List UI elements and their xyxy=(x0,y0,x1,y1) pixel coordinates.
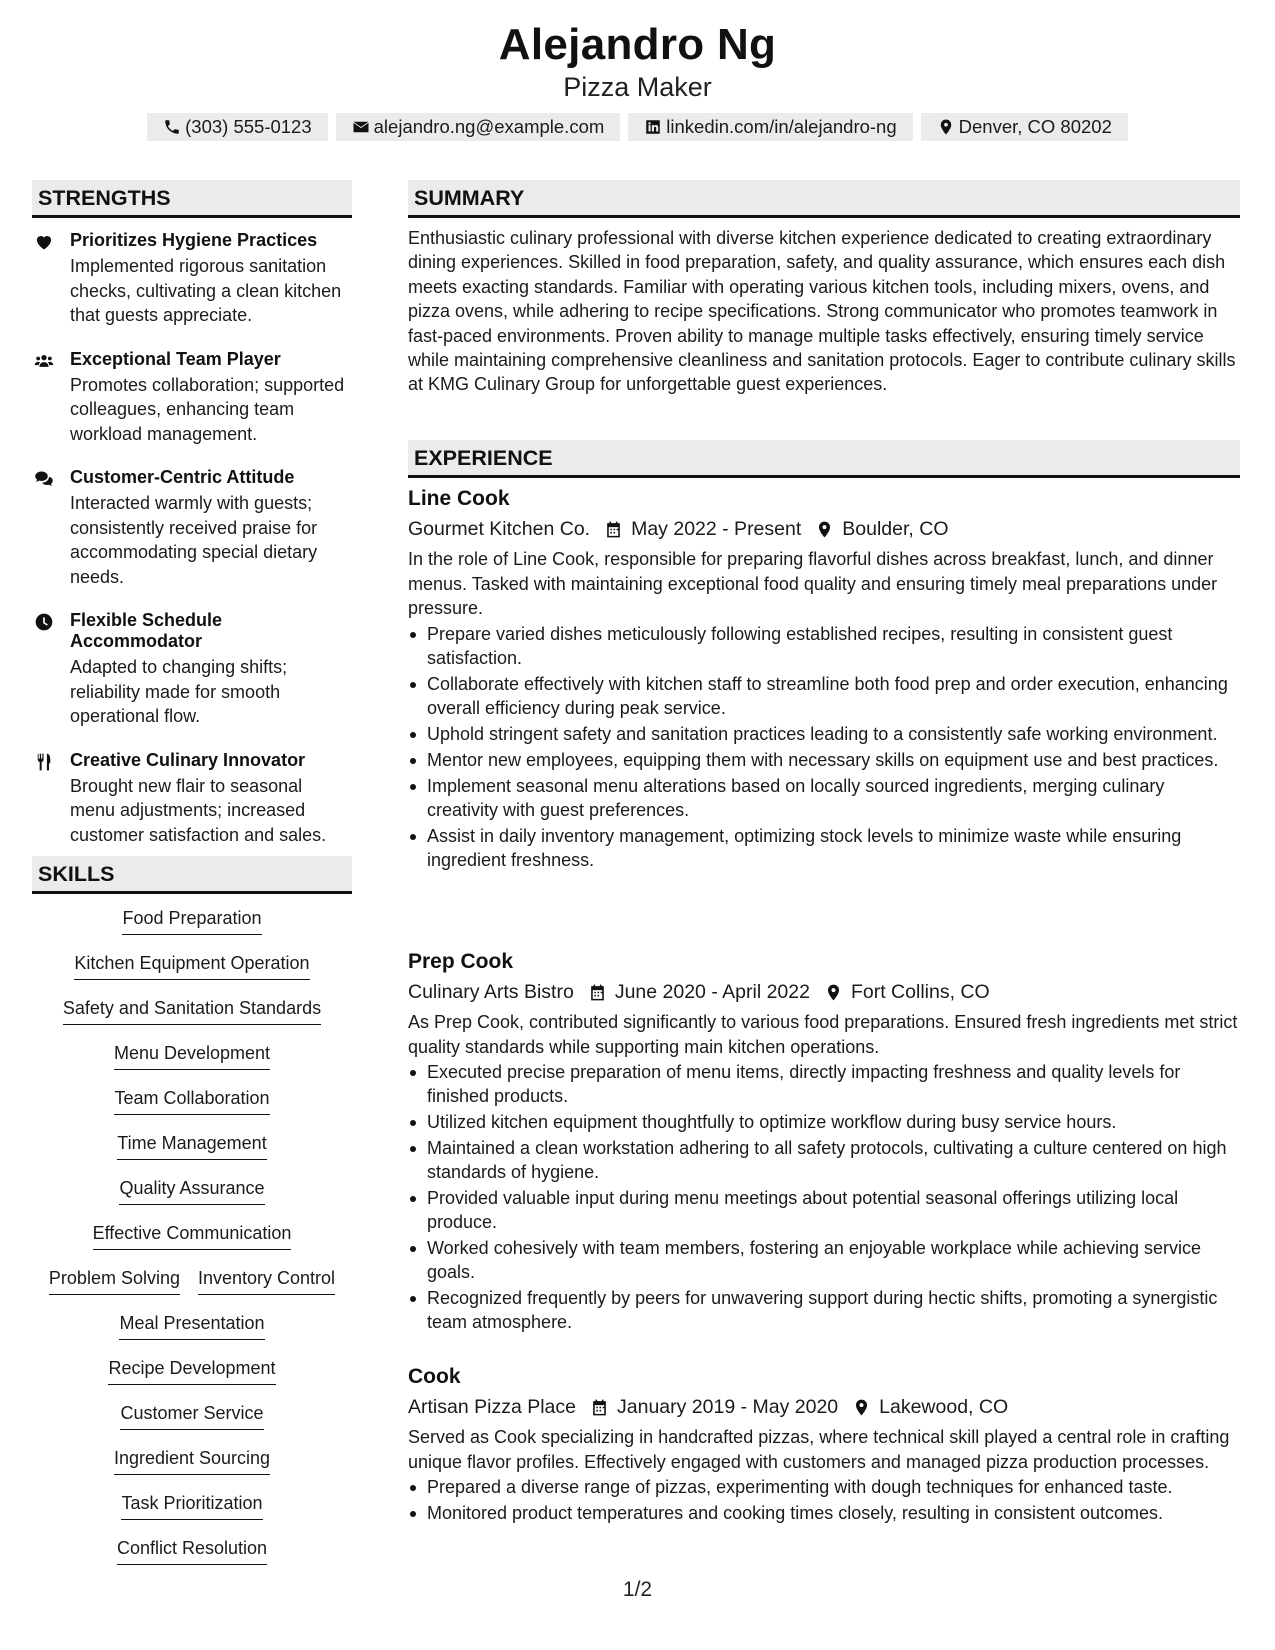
linkedin-icon xyxy=(644,118,662,136)
calendar-icon xyxy=(604,520,623,539)
calendar-icon xyxy=(588,983,607,1002)
contact-text: Denver, CO 80202 xyxy=(958,116,1112,137)
location-pin-icon xyxy=(815,520,834,539)
job-dates: June 2020 - April 2022 xyxy=(614,981,810,1003)
skill-tag: Team Collaboration xyxy=(114,1085,269,1115)
skill-tag: Quality Assurance xyxy=(119,1175,264,1205)
contact-phone[interactable] xyxy=(147,113,328,141)
users-icon xyxy=(34,351,54,371)
skill-tag: Meal Presentation xyxy=(119,1310,264,1340)
job-meta xyxy=(408,1393,1240,1421)
skill-tag: Conflict Resolution xyxy=(117,1535,267,1565)
job-description: As Prep Cook, contributed significantly to various food preparations. Ensured fresh ingredients met strict quality standards while supporting main kitchen operations. xyxy=(408,1012,1238,1057)
strength-desc: Brought new flair to seasonal menu adjustments; increased customer satisfaction and sales. xyxy=(70,775,327,845)
job-meta xyxy=(408,978,1240,1006)
skill-row xyxy=(32,1175,352,1220)
skill-row xyxy=(32,1535,352,1580)
job-title: Line Cook xyxy=(408,487,510,510)
skill-row xyxy=(32,1130,352,1175)
skill-tag: Customer Service xyxy=(120,1400,263,1430)
strength-title: Flexible Schedule Accommodator xyxy=(70,610,223,651)
job-bullets xyxy=(408,1060,1240,1334)
skill-tag: Menu Development xyxy=(114,1040,270,1070)
candidate-role: Pizza Maker xyxy=(563,72,712,102)
job-description: Served as Cook specializing in handcrafted pizzas, where technical skill played a central role in crafting unique flavor profiles. Effectively engaged with customers and managed pizza production processes. xyxy=(408,1427,1230,1472)
location-pin-icon xyxy=(937,118,955,136)
summary-heading: SUMMARY xyxy=(408,180,1240,218)
strength-title: Prioritizes Hygiene Practices xyxy=(70,230,318,250)
job-location: Fort Collins, CO xyxy=(850,981,990,1003)
skill-row xyxy=(32,1445,352,1490)
job-dates: January 2019 - May 2020 xyxy=(617,1396,839,1418)
skill-row xyxy=(32,1265,352,1310)
bullet-item: Utilized kitchen equipment thoughtfully to optimize workflow during busy service hours. xyxy=(408,1110,1240,1134)
skill-tag: Time Management xyxy=(117,1130,266,1160)
strength-desc: Adapted to changing shifts; reliability made for smooth operational flow. xyxy=(70,657,288,726)
contact-linkedin[interactable] xyxy=(628,113,912,141)
skill-tag: Inventory Control xyxy=(198,1265,335,1295)
strength-item xyxy=(32,230,352,328)
location-pin-icon xyxy=(852,1398,871,1417)
skill-tag: Task Prioritization xyxy=(121,1490,262,1520)
skill-row xyxy=(32,950,352,995)
strength-item xyxy=(32,467,352,589)
skill-tag: Effective Communication xyxy=(93,1220,292,1250)
strength-item xyxy=(32,610,352,729)
job-bullets xyxy=(408,1475,1240,1525)
strength-title: Exceptional Team Player xyxy=(70,348,281,369)
contact-text: alejandro.ng@example.com xyxy=(373,116,605,137)
bullet-item: Worked cohesively with team members, fostering an enjoyable workplace while achieving service goals. xyxy=(408,1236,1240,1284)
skills-list xyxy=(32,905,352,1580)
experience-heading: EXPERIENCE xyxy=(408,440,1240,478)
strength-item xyxy=(32,349,352,447)
job-entry xyxy=(408,949,1240,1336)
candidate-name: Alejandro Ng xyxy=(498,20,777,69)
job-company: Artisan Pizza Place xyxy=(408,1396,576,1418)
bullet-item: Provided valuable input during menu meetings about potential seasonal offerings utilizing local produce. xyxy=(408,1186,1240,1234)
comments-icon xyxy=(34,469,54,489)
bullet-item: Prepare varied dishes meticulously following established recipes, resulting in consistent guest satisfaction. xyxy=(408,622,1240,670)
bullet-item: Assist in daily inventory management, optimizing stock levels to minimize waste while ensuring ingredient freshness. xyxy=(408,824,1240,872)
bullet-item: Collaborate effectively with kitchen staff to streamline both food prep and order execution, enhancing overall efficiency during peak service. xyxy=(408,672,1240,720)
contact-bar xyxy=(0,113,1275,141)
strength-title: Creative Culinary Innovator xyxy=(70,749,306,770)
bullet-item: Executed precise preparation of menu items, directly impacting freshness and quality levels for finished products. xyxy=(408,1060,1240,1108)
bullet-item: Prepared a diverse range of pizzas, experimenting with dough techniques for enhanced taste. xyxy=(408,1475,1240,1499)
skill-tag: Problem Solving xyxy=(49,1265,180,1295)
skill-row xyxy=(32,1310,352,1355)
job-title: Prep Cook xyxy=(408,950,514,973)
job-location: Lakewood, CO xyxy=(879,1396,1009,1418)
page-number: 1/2 xyxy=(622,1578,653,1601)
job-company: Gourmet Kitchen Co. xyxy=(408,518,591,540)
job-entry xyxy=(408,1364,1240,1527)
contact-text: (303) 555-0123 xyxy=(185,116,312,137)
bullet-item: Uphold stringent safety and sanitation practices leading to a consistently safe working environment. xyxy=(408,722,1240,746)
job-entry xyxy=(408,486,1240,874)
utensils-icon xyxy=(34,752,54,772)
skill-tag: Recipe Development xyxy=(108,1355,275,1385)
job-description: In the role of Line Cook, responsible for preparing flavorful dishes across breakfast, lunch, and dinner menus. Tasked with maintaining exceptional food quality and ensuring timely meal preparations under pressure. xyxy=(408,549,1218,618)
skill-tag: Safety and Sanitation Standards xyxy=(63,995,321,1025)
skill-tag: Food Preparation xyxy=(122,905,261,935)
job-bullets xyxy=(408,622,1240,872)
job-company: Culinary Arts Bistro xyxy=(408,981,574,1003)
job-location: Boulder, CO xyxy=(842,518,949,540)
strength-desc: Implemented rigorous sanitation checks, cultivating a clean kitchen that guests appreciate. xyxy=(70,256,342,325)
strengths-list xyxy=(32,230,352,868)
skill-tag: Kitchen Equipment Operation xyxy=(74,950,309,980)
skills-heading: SKILLS xyxy=(32,856,352,894)
summary-text: Enthusiastic culinary professional with diverse kitchen experience dedicated to creating extraordinary dining experiences. Skilled in food preparation, safety, and quality assurance, which ensures each dish meets exacting standards. Familiar with operating various kitchen tools, including mixers, ovens, and pizza ovens, while adhering to recipe specifications. Strong communicator who promotes teamwork in fast-paced environments. Proven ability to manage multiple tasks effectively, ensuring timely service while maintaining comprehensive cleanliness and sanitation protocols. Eager to contribute culinary skills at KMG Culinary Group for unforgettable guest experiences. xyxy=(408,228,1236,395)
strengths-heading: STRENGTHS xyxy=(32,180,352,218)
skill-row xyxy=(32,1220,352,1265)
skill-row xyxy=(32,905,352,950)
bullet-item: Maintained a clean workstation adhering to all safety protocols, cultivating a culture centered on high standards of hygiene. xyxy=(408,1136,1240,1184)
strength-title: Customer-Centric Attitude xyxy=(70,467,295,487)
skill-row xyxy=(32,1355,352,1400)
strength-desc: Interacted warmly with guests; consistently received praise for accommodating special dietary needs. xyxy=(70,493,318,587)
heart-icon xyxy=(34,232,54,252)
contact-email[interactable] xyxy=(336,113,621,141)
skill-row xyxy=(32,995,352,1040)
location-pin-icon xyxy=(824,983,843,1002)
skill-tag: Ingredient Sourcing xyxy=(114,1445,270,1475)
skill-row xyxy=(32,1400,352,1445)
bullet-item: Mentor new employees, equipping them with necessary skills on equipment use and best practices. xyxy=(408,748,1240,772)
bullet-item: Monitored product temperatures and cooking times closely, resulting in consistent outcomes. xyxy=(408,1501,1240,1525)
job-meta xyxy=(408,515,1240,543)
strength-item xyxy=(32,750,352,848)
clock-icon xyxy=(34,612,54,632)
phone-icon xyxy=(163,118,181,136)
job-dates: May 2022 - Present xyxy=(631,518,802,540)
strength-desc: Promotes collaboration; supported colleagues, enhancing team workload management. xyxy=(70,374,345,444)
bullet-item: Implement seasonal menu alterations based on locally sourced ingredients, merging culinary creativity with guest preferences. xyxy=(408,774,1240,822)
skill-row xyxy=(32,1085,352,1130)
contact-text: linkedin.com/in/alejandro-ng xyxy=(666,116,897,137)
contact-location[interactable] xyxy=(921,113,1128,141)
bullet-item: Recognized frequently by peers for unwavering support during hectic shifts, promoting a synergistic team atmosphere. xyxy=(408,1286,1240,1334)
envelope-icon xyxy=(352,118,370,136)
calendar-icon xyxy=(590,1398,609,1417)
job-title: Cook xyxy=(408,1365,461,1388)
skill-row xyxy=(32,1490,352,1535)
skill-row xyxy=(32,1040,352,1085)
